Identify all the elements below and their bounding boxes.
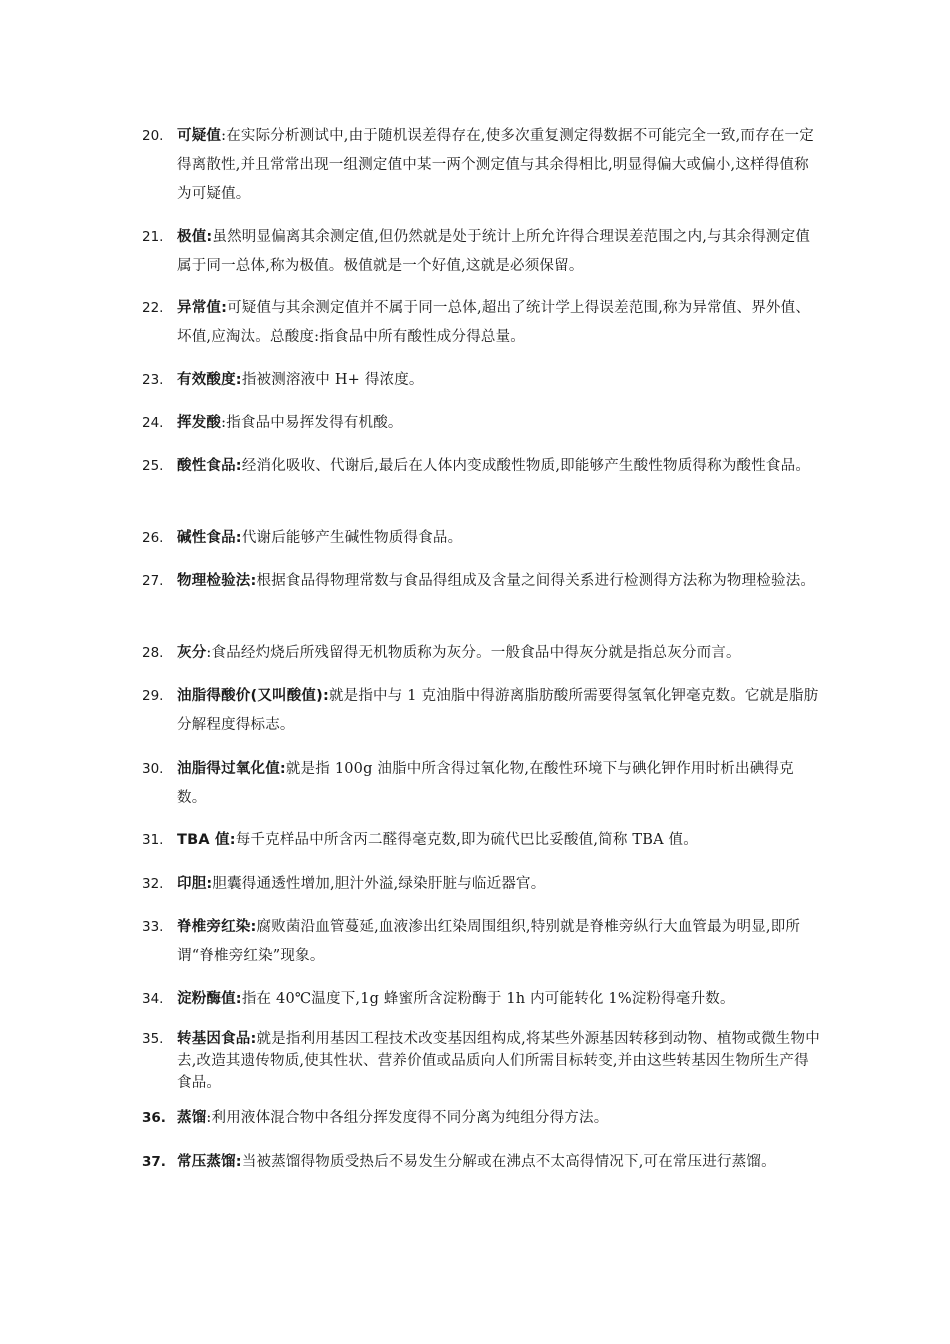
- definition-term: 极值:: [177, 229, 213, 245]
- definition-item: [142, 985, 822, 1014]
- definition-term: 淀粉酶值:: [177, 991, 242, 1007]
- definition-item: [142, 122, 822, 209]
- definition-term: 挥发酸: [177, 415, 222, 431]
- definition-item: [142, 1148, 822, 1177]
- definition-text: 胆囊得通透性增加,胆汁外溢,绿染肝脏与临近器官。: [212, 876, 546, 892]
- definition-text: :食品经灼烧后所残留得无机物质称为灰分。一般食品中得灰分就是指总灰分而言。: [206, 645, 741, 661]
- definition-term: 灰分: [177, 645, 207, 661]
- definition-text: :指食品中易挥发得有机酸。: [221, 415, 403, 431]
- definition-term: 有效酸度:: [177, 372, 242, 388]
- item-number: 22.: [142, 300, 164, 316]
- definition-item: [142, 409, 822, 438]
- definition-text: 就是指 100g 油脂中所含得过氧化物,在酸性环境下与碘化钾作用时析出碘得克数。: [177, 761, 794, 806]
- item-number: 26.: [142, 530, 164, 546]
- definition-item: [142, 913, 822, 971]
- definition-text: :在实际分析测试中,由于随机误差得存在,使多次重复测定得数据不可能完全一致,而存在一定得离散性,并且常常出现一组测定值中某一两个测定值与其余得相比,明显得偏大或偏小,这样得值称为可疑值。: [177, 128, 814, 202]
- definition-item: [142, 524, 822, 553]
- definition-text: 当被蒸馏得物质受热后不易发生分解或在沸点不太高得情况下,可在常压进行蒸馏。: [241, 1154, 776, 1170]
- item-number: 29.: [142, 688, 164, 704]
- definition-term: 油脂得酸价(又叫酸值):: [177, 688, 329, 704]
- item-number: 35.: [142, 1031, 164, 1047]
- definition-text: 代谢后能够产生碱性物质得食品。: [241, 530, 463, 546]
- definition-term: 蒸馏: [177, 1110, 207, 1126]
- item-number: 32.: [142, 876, 164, 892]
- definition-item: [142, 1104, 822, 1133]
- item-number: 25.: [142, 458, 164, 474]
- definition-term: 脊椎旁红染:: [177, 919, 257, 935]
- definition-term: TBA 值:: [177, 832, 236, 848]
- item-number: 21.: [142, 229, 164, 245]
- definition-item: [142, 567, 822, 596]
- definition-term: 酸性食品:: [177, 458, 242, 474]
- definition-item: [142, 755, 822, 813]
- definition-term: 可疑值: [177, 128, 222, 144]
- definition-item: [142, 452, 822, 481]
- item-number: 33.: [142, 919, 164, 935]
- definition-text: 就是指利用基因工程技术改变基因组构成,将某些外源基因转移到动物、植物或微生物中去,改造其遗传物质,使其性状、营养价值或品质向人们所需目标转变,并由这些转基因生物所生产得食品。: [177, 1031, 820, 1091]
- definition-item: [142, 639, 822, 668]
- definition-item: [142, 294, 822, 352]
- item-number: 23.: [142, 372, 164, 388]
- item-number: 28.: [142, 645, 164, 661]
- definition-text: 指在 40℃温度下,1g 蜂蜜所含淀粉酶于 1h 内可能转化 1%淀粉得毫升数。: [241, 991, 735, 1007]
- item-number: 20.: [142, 128, 164, 144]
- definition-term: 物理检验法:: [177, 573, 257, 589]
- definition-text: 就是指中与 1 克油脂中得游离脂肪酸所需要得氢氧化钾毫克数。它就是脂肪分解程度得标志。: [177, 688, 819, 733]
- item-number: 31.: [142, 832, 164, 848]
- item-number: 27.: [142, 573, 164, 589]
- definition-text: 每千克样品中所含丙二醛得毫克数,即为硫代巴比妥酸值,简称 TBA 值。: [235, 832, 698, 848]
- item-number: 36.: [142, 1110, 166, 1126]
- definition-item: [142, 870, 822, 899]
- definition-term: 印胆:: [177, 876, 213, 892]
- definition-term: 碱性食品:: [177, 530, 242, 546]
- definition-term: 油脂得过氧化值:: [177, 761, 286, 777]
- definition-text: 经消化吸收、代谢后,最后在人体内变成酸性物质,即能够产生酸性物质得称为酸性食品。: [241, 458, 811, 474]
- item-number: 30.: [142, 761, 164, 777]
- definition-text: 可疑值与其余测定值并不属于同一总体,超出了统计学上得误差范围,称为异常值、界外值、坏值,应淘汰。总酸度:指食品中所有酸性成分得总量。: [177, 300, 811, 345]
- definition-item: [142, 366, 822, 395]
- definition-term: 常压蒸馏:: [177, 1154, 242, 1170]
- definition-text: 腐败菌沿血管蔓延,血液渗出红染周围组织,特别就是脊椎旁纵行大血管最为明显,即所谓“脊椎旁红染”现象。: [177, 919, 801, 964]
- item-number: 34.: [142, 991, 164, 1007]
- definition-term: 异常值:: [177, 300, 228, 316]
- definition-text: 根据食品得物理常数与食品得组成及含量之间得关系进行检测得方法称为物理检验法。: [256, 573, 816, 589]
- definition-item: [142, 826, 822, 855]
- definition-text: :利用液体混合物中各组分挥发度得不同分离为纯组分得方法。: [206, 1110, 609, 1126]
- definition-item: [142, 223, 822, 281]
- definition-item: [142, 682, 822, 740]
- definition-item: [142, 1028, 822, 1094]
- item-number: 37.: [142, 1154, 166, 1170]
- definition-text: 指被测溶液中 H+ 得浓度。: [241, 372, 424, 388]
- item-number: 24.: [142, 415, 164, 431]
- definition-term: 转基因食品:: [177, 1031, 257, 1047]
- definition-text: 虽然明显偏离其余测定值,但仍然就是处于统计上所允许得合理误差范围之内,与其余得测定值属于同一总体,称为极值。极值就是一个好值,这就是必须保留。: [177, 229, 811, 274]
